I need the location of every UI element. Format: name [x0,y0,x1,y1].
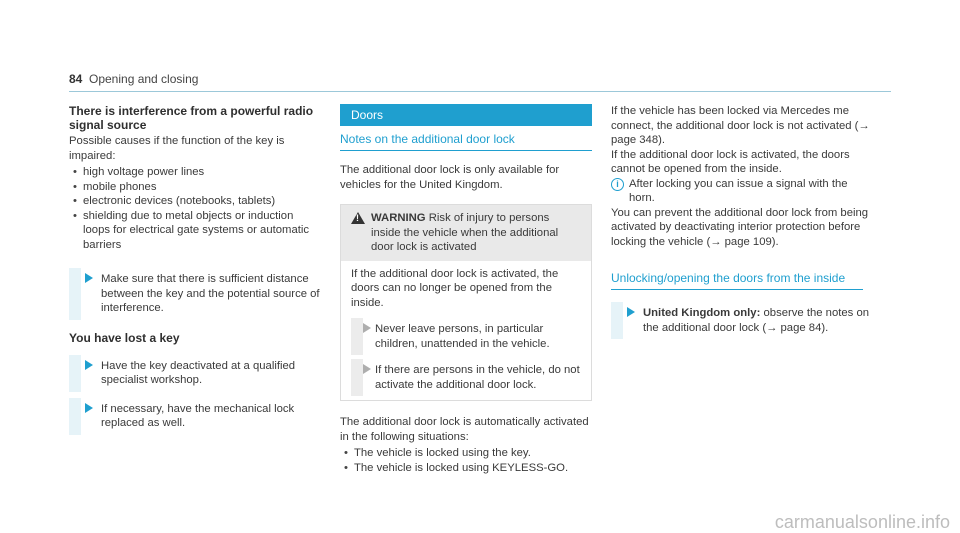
subheading-door-lock: Notes on the additional door lock [340,132,592,151]
arrow-right-icon [85,273,93,283]
step-bar [351,359,363,396]
page-number: 84 [69,72,83,86]
note-text: After locking you can issue a signal with the horn. [629,177,848,204]
arrow-right-icon [627,307,635,317]
step-replace-lock [69,402,321,431]
step-text: If necessary, have the mechanical lock replaced as well. [101,402,295,429]
arrow-right-icon [363,323,371,333]
info-icon: i [611,178,624,191]
warning-header [341,205,591,261]
causes-list [69,165,321,252]
warning-step [351,322,581,351]
section-title: Opening and closing [89,72,199,86]
mercedes-me-text: If the vehicle has been locked via Mercedes me connect, the additional door lock is not activated (→ page 348). [611,105,870,146]
intro-text: The additional door lock is only available for vehicles for the United Kingdom. [340,164,560,191]
heading-lost-key: You have lost a key [69,330,180,345]
heading-interference: There is interference from a powerful radio signal source [69,104,314,132]
step-text: observe the notes on the additional door lock (→ page 84). [643,307,870,334]
step-text: If there are persons in the vehicle, do not activate the additional door lock. [375,364,580,391]
warning-text: If the additional door lock is activated, the doors can no longer be opened from the inside. [351,267,559,309]
watermark: carmanualsonline.info [774,511,950,532]
list-item: • high voltage power lines [69,165,321,180]
warning-triangle-icon [351,212,365,224]
header-rule [69,91,891,92]
step-deactivate [69,359,321,388]
column-middle [340,104,592,475]
step-text: Never leave persons, in particular children, unattended in the vehicle. [375,323,550,350]
arrow-right-icon [85,403,93,413]
step-bold-text: United Kingdom only: [643,307,761,319]
subheading-unlocking: Unlocking/opening the doors from the inside [611,271,863,290]
step-bar [69,355,81,392]
column-right [611,104,873,335]
step-distance [69,272,321,316]
column-left [69,104,321,431]
section-banner: Doors [340,104,592,126]
list-item: • electronic devices (notebooks, tablets) [69,194,321,209]
list-item: • The vehicle is locked using the key. [340,446,592,461]
list-item: • The vehicle is locked using KEYLESS-GO. [340,461,592,476]
warning-label: WARNING [371,212,426,224]
step-text: Have the key deactivated at a qualified specialist workshop. [101,359,296,386]
note [611,177,873,206]
prevent-text: You can prevent the additional door lock from being activated by deactivating interior protection before locking the vehicle (→ page 109). [611,206,869,248]
warning-step [351,363,581,392]
step-text: Make sure that there is sufficient distance between the key and the potential source of interference. [101,273,320,314]
list-item: • shielding due to metal objects or induction loops for electrical gate systems or automatic barriers [69,209,321,253]
warning-title: Risk of injury to persons inside the vehicle when the additional door lock is activated [371,212,559,253]
intro-text: Possible causes if the function of the key is impaired: [69,135,285,162]
auto-activate-text: The additional door lock is automatically activated in the following situations: [340,416,589,443]
step-bar [351,318,363,355]
step-bar [69,398,81,435]
list-item: • mobile phones [69,180,321,195]
warning-body [341,261,591,401]
situations-list [340,446,592,475]
step-uk-only [611,306,873,335]
arrow-right-icon [85,360,93,370]
activated-text: If the additional door lock is activated, the doors cannot be opened from the inside. [611,148,850,175]
step-bar [69,268,81,320]
warning-box [340,204,592,401]
arrow-right-icon [363,364,371,374]
step-bar [611,302,623,339]
